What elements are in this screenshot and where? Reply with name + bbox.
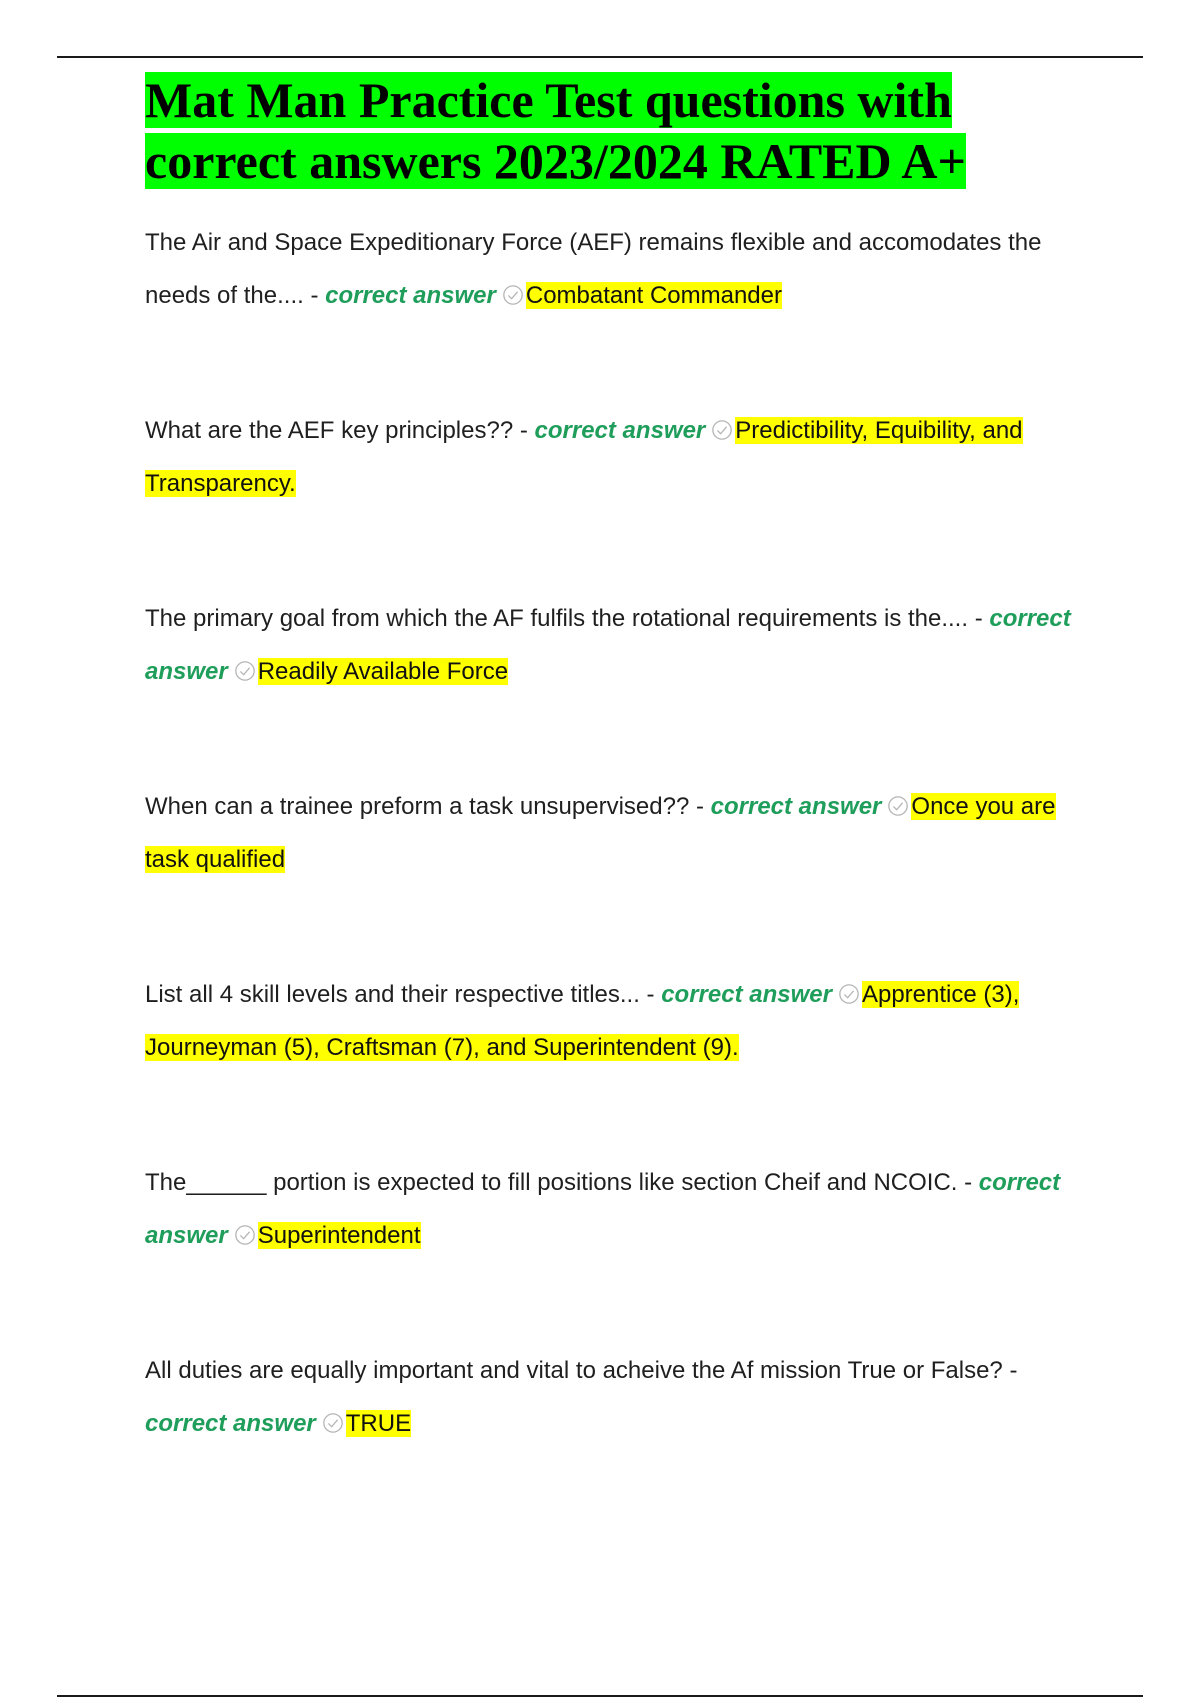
answer-text: Once you are task qualified (145, 793, 1056, 873)
answer-text: Combatant Commander (525, 282, 782, 309)
correct-answer-label: correct answer (145, 1410, 316, 1437)
document-title (145, 70, 1085, 192)
separator: - (957, 1169, 979, 1196)
correct-answer-label: correct answer (325, 282, 496, 309)
correct-answer-label: correct answer (145, 605, 1071, 685)
check-circle-icon (502, 284, 524, 306)
qa-item (145, 1156, 1085, 1262)
check-circle-icon (887, 795, 909, 817)
separator: - (1002, 1357, 1018, 1384)
footer-rule (57, 1695, 1143, 1697)
question-text: The Air and Space Expeditionary Force (AEF) remains flexible and accomodates the needs of the.... (145, 229, 1042, 309)
answer-text: Readily Available Force (257, 658, 509, 685)
separator: - (689, 793, 711, 820)
qa-item (145, 216, 1085, 322)
document-title-line-2: correct answers 2023/2024 RATED A+ (145, 133, 966, 189)
separator: - (303, 282, 326, 309)
correct-answer-label: correct answer (710, 793, 882, 820)
qa-list (145, 216, 1085, 1450)
separator: - (639, 981, 662, 1008)
separator: - (968, 605, 990, 632)
qa-item (145, 404, 1085, 510)
question-text: The primary goal from which the AF fulfils the rotational requirements is the.... (145, 605, 969, 632)
question-text: List all 4 skill levels and their respective titles... (145, 981, 640, 1008)
check-circle-icon (711, 419, 733, 441)
qa-item (145, 780, 1085, 886)
question-text: All duties are equally important and vital to acheive the Af mission True or False? (145, 1357, 1003, 1384)
answer-text: TRUE (345, 1410, 412, 1437)
question-text: The______ portion is expected to fill positions like section Cheif and NCOIC. (145, 1169, 958, 1196)
document-body (145, 70, 1085, 1532)
qa-item (145, 1344, 1085, 1450)
check-circle-icon (322, 1412, 344, 1434)
question-text: When can a trainee preform a task unsupervised?? (145, 793, 690, 820)
check-circle-icon (838, 983, 860, 1005)
answer-text: Superintendent (257, 1222, 421, 1249)
correct-answer-label: correct answer (534, 417, 706, 444)
question-text: What are the AEF key principles?? (145, 417, 514, 444)
answer-text: Apprentice (3), Journeyman (5), Craftsman (7), and Superintendent (9). (145, 981, 1020, 1061)
separator: - (513, 417, 535, 444)
check-circle-icon (234, 660, 256, 682)
check-circle-icon (234, 1224, 256, 1246)
correct-answer-label: correct answer (661, 981, 832, 1008)
header-rule (57, 56, 1143, 58)
answer-text: Predictibility, Equibility, and Transparency. (145, 417, 1023, 497)
qa-item (145, 968, 1085, 1074)
qa-item (145, 592, 1085, 698)
document-title-line-1: Mat Man Practice Test questions with (145, 72, 952, 128)
correct-answer-label: correct answer (145, 1169, 1061, 1249)
